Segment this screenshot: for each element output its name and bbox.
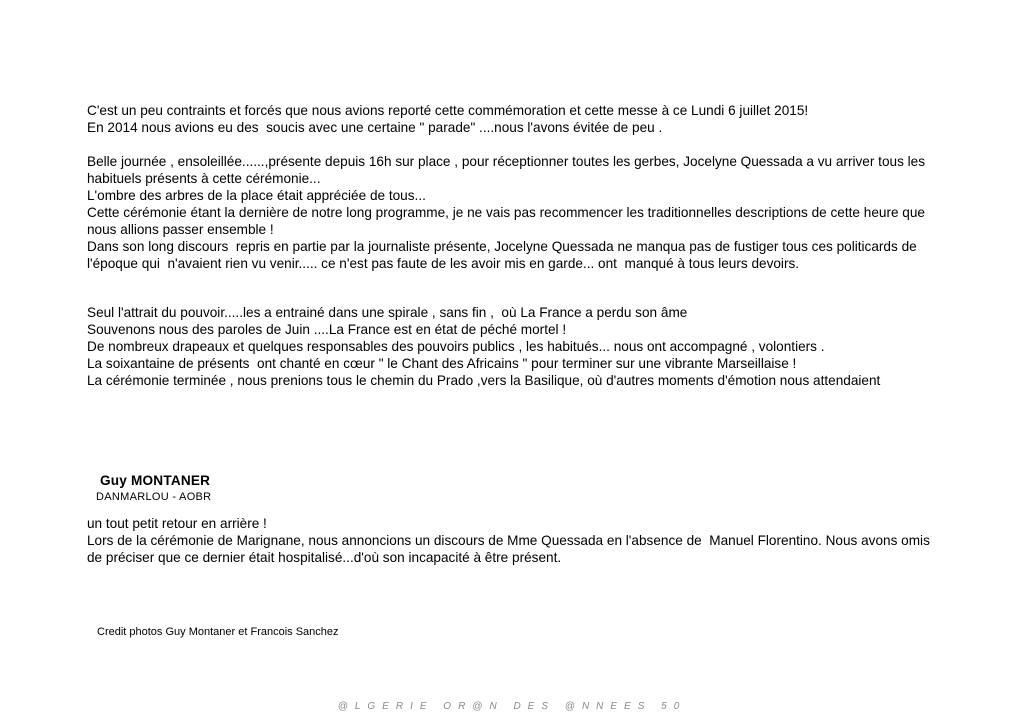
text-line: Belle journée , ensoleillée......,présente depuis 16h sur place , pour réceptionner toutes les gerbes, Jocelyne Quessada a vu arriver tous les habituels présents à cette cérémonie... — [87, 154, 929, 186]
text-line: La soixantaine de présents ont chanté en cœur " le Chant des Africains " pour terminer sur une vibrante Marseillaise ! — [87, 356, 797, 371]
text-line: En 2014 nous avions eu des soucis avec une certaine " parade" ....nous l'avons évitée de peu . — [87, 120, 663, 135]
closing-paragraph — [87, 304, 947, 389]
author-name: Guy MONTANER — [100, 473, 211, 488]
text-line: De nombreux drapeaux et quelques responsables des pouvoirs publics , les habitués... nous ont accompagné , volontiers . — [87, 339, 825, 354]
text-line: un tout petit retour en arrière ! — [87, 516, 267, 531]
author-organization: DANMARLOU - AOBR — [96, 491, 212, 503]
text-line: Cette cérémonie étant la dernière de notre long programme, je ne vais pas recommencer les traditionnelles descriptions de cette heure que nous allions passer ensemble ! — [87, 205, 929, 237]
photo-credit: Credit photos Guy Montaner et Francois Sanchez — [97, 626, 339, 638]
text-line: Souvenons nous des paroles de Juin ....La France est en état de péché mortel ! — [87, 322, 567, 337]
ceremony-paragraph — [87, 153, 947, 272]
text-line: Seul l'attrait du pouvoir.....les a entrainé dans une spirale , sans fin , où La France a perdu son âme — [87, 305, 688, 320]
postscript-paragraph — [87, 515, 947, 566]
page-footer: @LGERIE OR@N DES @NNEES 50 — [337, 701, 687, 712]
intro-paragraph — [87, 102, 947, 136]
text-line: Lors de la cérémonie de Marignane, nous annoncions un discours de Mme Quessada en l'absence de Manuel Florentino. Nous avons omis de préciser que ce dernier était hospitalisé...d'où son incapacité à être présent. — [87, 533, 934, 565]
text-line: L'ombre des arbres de la place était appréciée de tous... — [87, 188, 426, 203]
text-line: Dans son long discours repris en partie par la journaliste présente, Jocelyne Quessada ne manqua pas de fustiger tous ces politicards de l'époque qui n'avaient rien vu venir..... ce n'est pas faute de les avoir mis en garde... ont manqué à tous leurs devoirs. — [87, 239, 921, 271]
text-line: C'est un peu contraints et forcés que nous avions reporté cette commémoration et cette messe à ce Lundi 6 juillet 2015! — [87, 103, 809, 118]
text-line: La cérémonie terminée , nous prenions tous le chemin du Prado ,vers la Basilique, où d'autres moments d'émotion nous attendaient — [87, 373, 881, 388]
